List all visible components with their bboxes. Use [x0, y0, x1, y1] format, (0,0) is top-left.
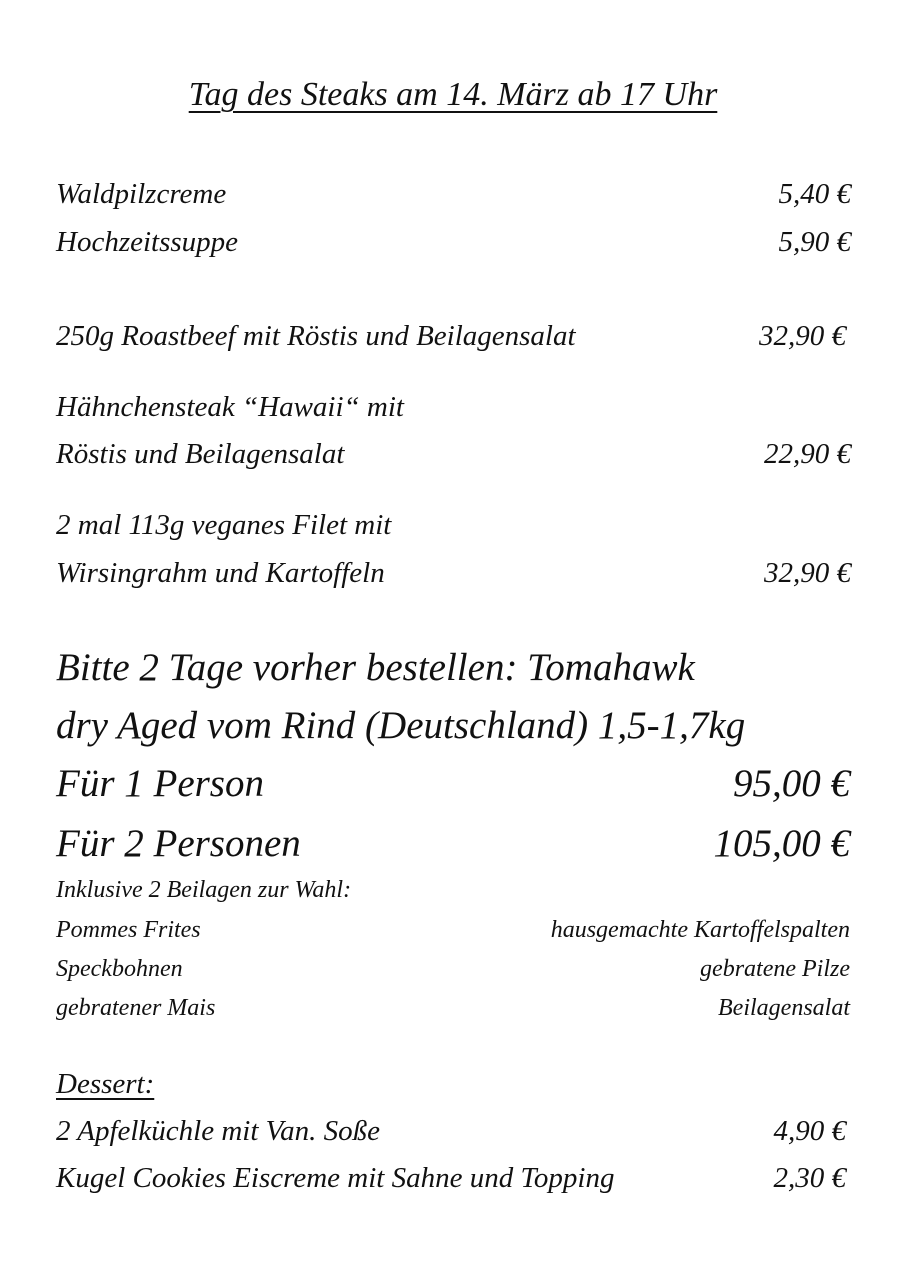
- main-dish-price: 22,90 €: [764, 438, 851, 470]
- tomahawk-option-price: 95,00 €: [733, 762, 850, 805]
- tomahawk-line: dry Aged vom Rind (Deutschland) 1,5-1,7kg: [56, 704, 746, 747]
- menu-title: Tag des Steaks am 14. März ab 17 Uhr: [188, 76, 718, 113]
- main-dish-price: 32,90 €: [759, 320, 846, 352]
- tomahawk-option-price: 105,00 €: [713, 822, 850, 865]
- soup-price: 5,40 €: [778, 178, 851, 210]
- dessert-name: 2 Apfelküchle mit Van. Soße: [56, 1115, 381, 1147]
- soup-price: 5,90 €: [778, 226, 851, 258]
- side-option: Pommes Frites: [56, 917, 201, 943]
- tomahawk-option-label: Für 2 Personen: [56, 822, 301, 865]
- soup-name: Waldpilzcreme: [56, 178, 227, 210]
- side-option: Beilagensalat: [718, 995, 850, 1021]
- dessert-price: 2,30 €: [773, 1162, 846, 1194]
- sides-heading: Inklusive 2 Beilagen zur Wahl:: [56, 877, 352, 903]
- main-dish-price: 32,90 €: [764, 557, 851, 589]
- side-option: gebratener Mais: [56, 995, 216, 1021]
- main-dish-line: 2 mal 113g veganes Filet mit: [56, 509, 392, 541]
- side-option: Speckbohnen: [56, 956, 183, 982]
- main-dish-line: 250g Roastbeef mit Röstis und Beilagensalat: [56, 320, 576, 352]
- dessert-name: Kugel Cookies Eiscreme mit Sahne und Topping: [56, 1162, 615, 1194]
- main-dish-line: Röstis und Beilagensalat: [56, 438, 345, 470]
- dessert-price: 4,90 €: [773, 1115, 846, 1147]
- side-option: gebratene Pilze: [700, 956, 850, 982]
- tomahawk-option-label: Für 1 Person: [56, 762, 264, 805]
- soup-name: Hochzeitssuppe: [56, 226, 239, 258]
- main-dish-line: Wirsingrahm und Kartoffeln: [56, 557, 385, 589]
- side-option: hausgemachte Kartoffelspalten: [550, 917, 850, 943]
- tomahawk-line: Bitte 2 Tage vorher bestellen: Tomahawk: [56, 646, 695, 689]
- dessert-heading: Dessert:: [56, 1068, 155, 1100]
- main-dish-line: Hähnchensteak “Hawaii“ mit: [56, 391, 404, 423]
